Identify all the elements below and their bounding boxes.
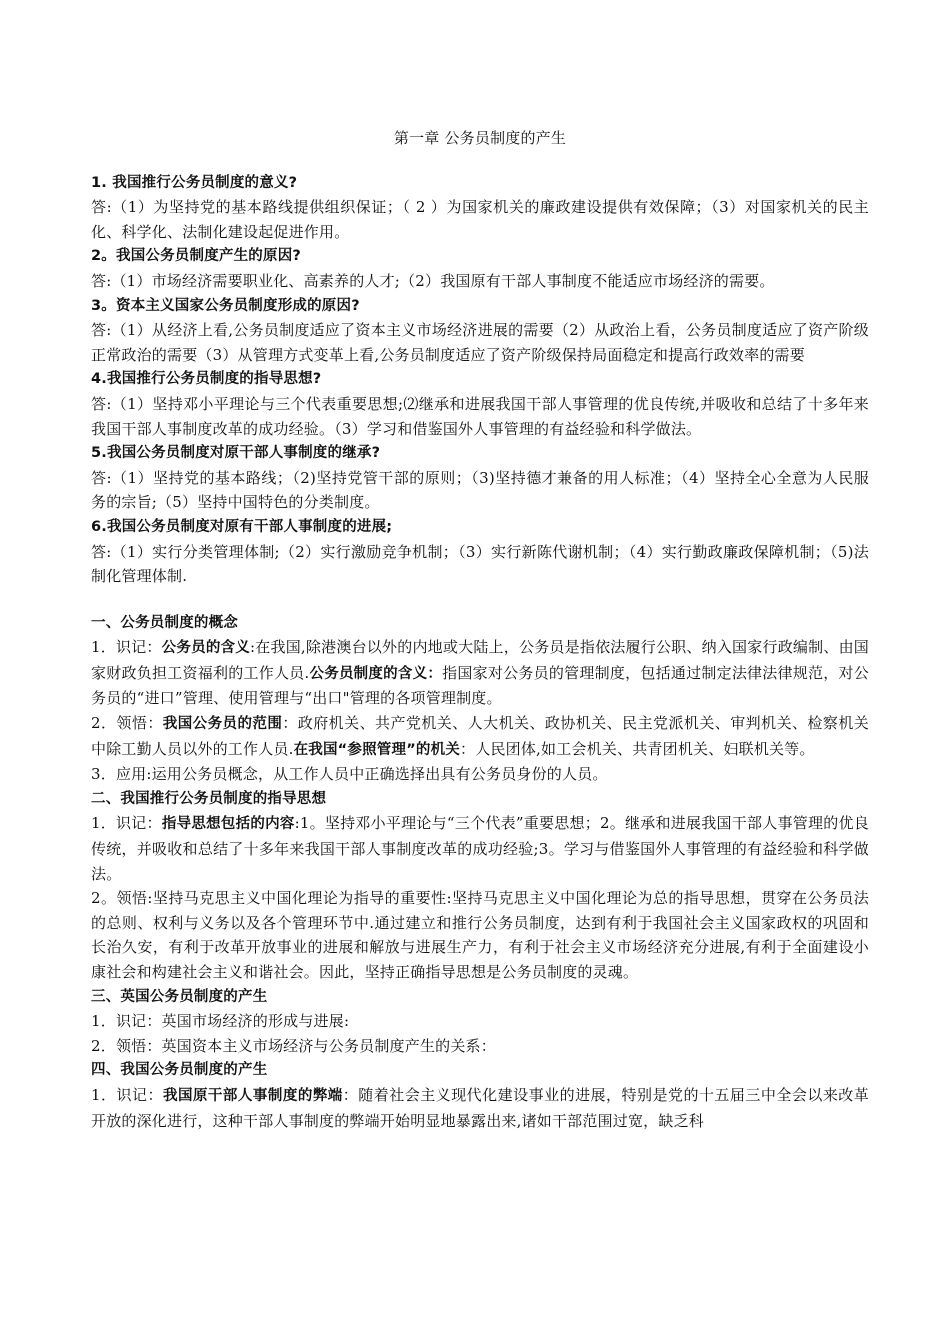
section-1-para-3: 3．应用:运用公务员概念，从工作人员中正确选择出具有公务员身份的人员。 (91, 765, 608, 784)
qa-block-3 (91, 294, 869, 368)
term-text: ：随着社会主义现代化建设事业的进展，特别是党的十五届三中全会以来改革开放的深化进行，这种干部人事制度的弊端开始明显地暴露出来,诸如干部范围过宽，缺乏科 (91, 1085, 869, 1130)
question-4: 4.我国推行公务员制度的指导思想? (91, 371, 322, 388)
term-text: 指国家对公务员的管理制度，包括通过制定法律法律规范，对公务员的“进口”管理、使用管理与“出口"管理的各项管理制度。 (91, 663, 869, 708)
chapter-title: 第一章 公务员制度的产生 (393, 129, 567, 147)
term-text: :在我国,除港澳台以外的内地或大陆上，公务员是指依法履行公职、纳入国家行政编制、由国家财政负担工资福利的工作人员. (91, 638, 870, 682)
question-2: 2。我国公务员制度产生的原因? (91, 248, 301, 265)
term-bold: 我国公务员的范围 (162, 716, 283, 733)
question-3: 3。资本主义国家公务员制度形成的原因? (91, 297, 360, 314)
section-heading-3: 三、英国公务员制度的产生 (91, 988, 268, 1005)
qa-block-1 (91, 171, 869, 245)
term-text: ：政府机关、共产党机关、人大机关、政协机关、民主党派机关、审判机关、检察机关中除工勤人员以外的工作人员. (91, 714, 870, 758)
term-text: :1。坚持邓小平理论与“三个代表”重要思想；2。继承和进展我国干部人事管理的优良传统，并吸收和总结了十多年来我国干部人事制度改革的成功经验;3。学习与借鉴国外人事管理的有益经验和科学做法。 (91, 814, 870, 883)
answer-5: 答:（1）坚持党的基本路线；（2)坚持党管干部的原则；（3)坚持德才兼备的用人标准；（4）坚持全心全意为人民服务的宗旨;（5）坚持中国特色的分类制度。 (91, 468, 869, 512)
qa-block-5 (91, 441, 869, 515)
qa-block-4 (91, 367, 869, 441)
item-prefix: 1．识记： (91, 814, 162, 833)
qa-block-2 (91, 244, 869, 293)
item-prefix: 1．识记： (91, 638, 162, 657)
section-heading-1: 一、公务员制度的概念 (91, 614, 238, 631)
answer-4: 答:（1）坚持邓小平理论与三个代表重要思想;⑵继承和进展我国干部人事管理的优良传统,并吸收和总结了十多年来我国干部人事制度改革的成功经验。（3）学习和借鉴国外人事管理的有益经验和科学做法。 (91, 394, 869, 438)
term-bold: 我国原干部人事制度的弊端 (162, 1087, 343, 1104)
section-heading-4: 四、我国公务员制度的产生 (91, 1062, 268, 1079)
section-4-para-1 (91, 1083, 869, 1133)
answer-1: 答:（1）为坚持党的基本路线提供组织保证；（ 2 ）为国家机关的廉政建设提供有效保障；（3）对国家机关的民主化、科学化、法制化建设起促进作用。 (91, 198, 869, 241)
qa-block-6 (91, 515, 869, 589)
term-bold: 指导思想包括的内容 (161, 816, 295, 833)
section-1-para-2 (91, 711, 869, 762)
section-2-para-2: 2。领悟:坚持马克思主义中国化理论为指导的重要性:坚持马克思主义中国化理论为总的指导思想，贯穿在公务员法的总则、权利与义务以及各个管理环节中.通过建立和推行公务员制度，达到有利于我国社会主义国家政权的巩固和长治久安，有利于改革开放事业的进展和解放与进展生产力，有利于社会主义市场经济充分进展,有利于全面建设小康社会和构建社会主义和谐社会。因此，坚持正确指导思想是公务员制度的灵魂。 (91, 889, 869, 981)
term-bold: 公务员的含义 (161, 640, 250, 657)
question-6: 6.我国公务员制度对原有干部人事制度的进展; (91, 518, 393, 535)
answer-3: 答:（1）从经济上看,公务员制度适应了资本主义市场经济进展的需要（2）从政治上看，公务员制度适应了资产阶级正常政治的需要（3）从管理方式变革上看,公务员制度适应了资产阶级保持局面稳定和提高行政效率的需要 (91, 321, 869, 364)
term-bold: 在我国“参照管理”的机关 (293, 741, 461, 758)
item-prefix: 1．识记： (91, 1085, 163, 1104)
document-page (91, 118, 869, 1133)
section-3-para-1: 1．识记：英国市场经济的形成与进展: (91, 1012, 350, 1031)
section-spacer (91, 589, 869, 611)
question-5: 5.我国公务员制度对原干部人事制度的继承? (91, 445, 381, 462)
term-text: ：人民团体,如工会机关、共青团机关、妇联机关等。 (460, 739, 815, 758)
item-prefix: 2．领悟： (91, 714, 163, 733)
answer-2: 答:（1）市场经济需要职业化、高素养的人才;（2）我国原有干部人事制度不能适应市场经济的需要。 (91, 271, 775, 290)
section-1-para-1 (91, 635, 869, 711)
section-heading-2: 二、我国推行公务员制度的指导思想 (91, 790, 327, 807)
answer-6: 答:（1）实行分类管理体制;（2）实行激励竞争机制；（3）实行新陈代谢机制；（4）实行勤政廉政保障机制；（5)法制化管理体制. (91, 542, 869, 586)
term-bold: 公务员制度的含义： (309, 665, 443, 682)
question-1: 1. 我国推行公务员制度的意义? (91, 174, 298, 191)
section-3-para-2: 2．领悟：英国资本主义市场经济与公务员制度产生的关系： (91, 1036, 496, 1055)
section-2-para-1 (91, 811, 869, 886)
